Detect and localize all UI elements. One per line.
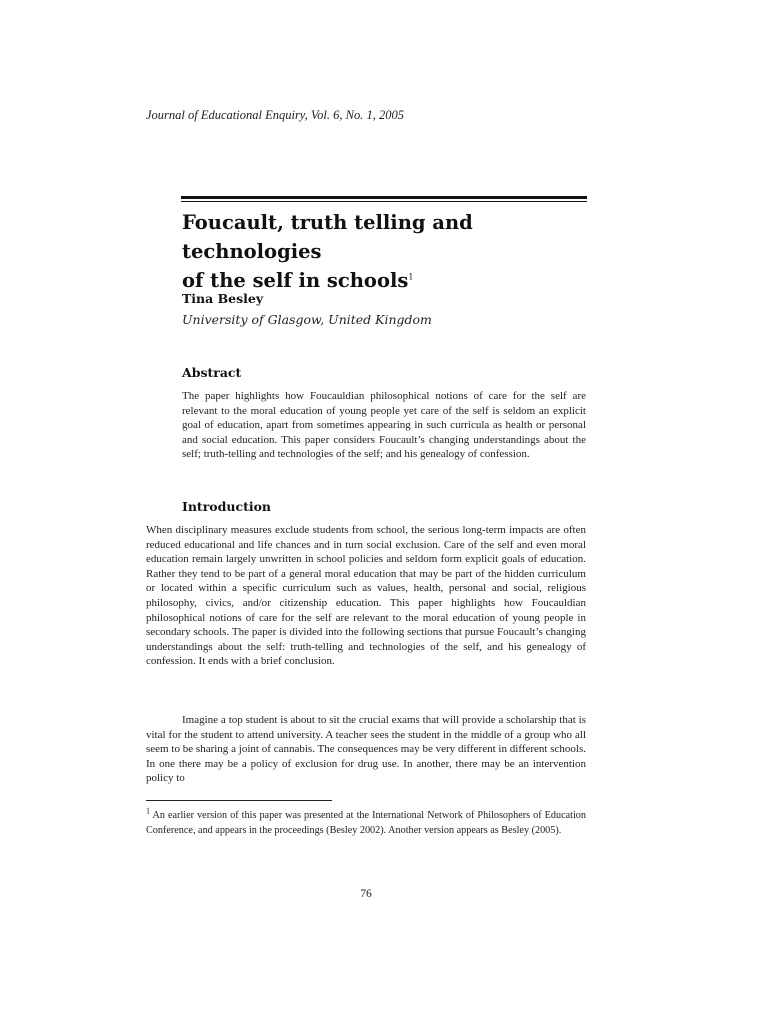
- introduction-paragraph-1: When disciplinary measures exclude students from school, the serious long-term impacts are often reduced educational and life chances and in turn social exclusion. Care of the self and even moral education remain largely unwritten in school policies and seldom form explicit goals of education. Rather they tend to be part of a general moral education that may be part of the hidden curriculum or located within a specific curriculum such as values, health, personal and social, religious philosophy, civics, and/or citizenship education. This paper highlights how Foucauldian philosophical notions of care for the self are relevant to the moral education of young people in secondary schools. The paper is divided into the following sections that pursue Foucault’s changing understandings about the self: truth-telling and technologies of the self, and his genealogy of confession. It ends with a brief conclusion.: [146, 524, 586, 668]
- footnote-text: An earlier version of this paper was presented at the International Network of Philosophers of Education Conference, and appears in the proceedings (Besley 2002). Another version appears as Besley (2005).: [146, 810, 586, 837]
- author-affiliation: University of Glasgow, United Kingdom: [182, 312, 432, 327]
- article-title: [182, 208, 592, 295]
- footnote: [146, 808, 586, 838]
- footnote-marker: 1: [146, 806, 150, 816]
- journal-header: Journal of Educational Enquiry, Vol. 6, No. 1, 2005: [146, 108, 404, 122]
- author-name: Tina Besley: [182, 291, 264, 306]
- title-line-2: of the self in schools: [182, 269, 409, 292]
- abstract-text: The paper highlights how Foucauldian philosophical notions of care for the self are relevant to the moral education of young people yet care of the self is seldom an explicit goal of education, apart from sometimes appearing in such curricula as health or personal and social education. This paper considers Foucault’s changing understandings about the self; truth-telling and technologies of the self; and his genealogy of confession.: [182, 390, 586, 461]
- title-footnote-marker[interactable]: 1: [408, 272, 414, 282]
- page-number: 76: [360, 888, 372, 900]
- title-line-1: Foucault, truth telling and technologies: [182, 211, 473, 263]
- footnote-rule: [146, 800, 332, 801]
- introduction-heading: Introduction: [182, 499, 272, 514]
- title-rule-thick: [181, 196, 587, 199]
- title-rule-thin: [181, 201, 587, 202]
- abstract-heading: Abstract: [182, 365, 242, 380]
- introduction-paragraph-2: Imagine a top student is about to sit the crucial exams that will provide a scholarship that is vital for the student to attend university. A teacher sees the student in the middle of a group who all seem to be sharing a joint of cannabis. The consequences may be very different in different schools. In one there may be a policy of exclusion for drug use. In another, there may be an intervention policy to: [146, 714, 586, 785]
